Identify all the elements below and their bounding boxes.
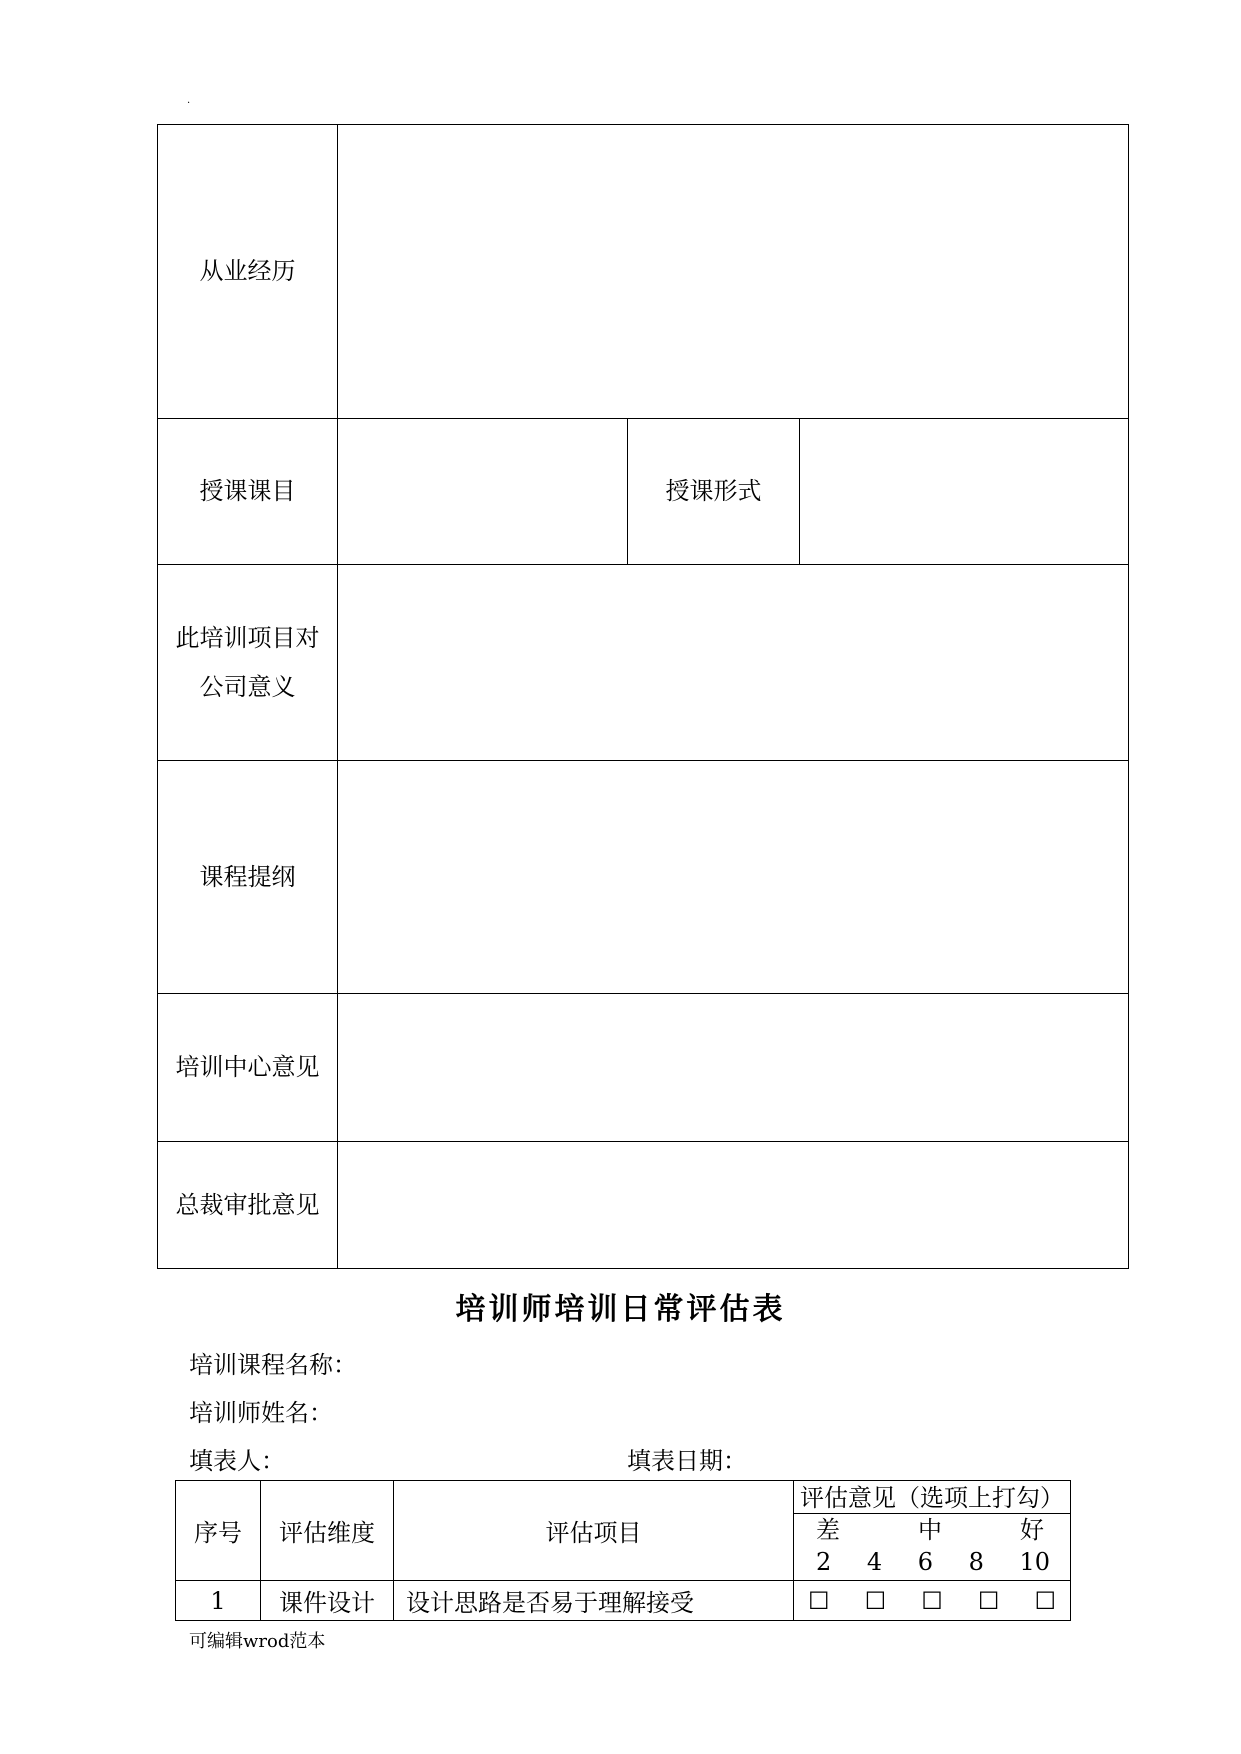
significance-label: 此培训项目对公司意义	[158, 565, 338, 761]
item-header: 评估项目	[394, 1481, 794, 1581]
opinion-header: 评估意见（选项上打勾）	[794, 1483, 1070, 1514]
seq-header: 序号	[176, 1481, 261, 1581]
score-2: 2	[816, 1548, 832, 1576]
form-row-significance	[158, 565, 1129, 761]
outline-field[interactable]	[338, 761, 1129, 994]
checkbox-score-8[interactable]: ☐	[977, 1586, 1000, 1615]
fill-date-label: 填表日期：	[627, 1447, 747, 1475]
course-format-label: 授课形式	[628, 419, 800, 565]
form-row-outline	[158, 761, 1129, 994]
course-name-label: 培训课程名称：	[189, 1351, 357, 1379]
row-seq: 1	[176, 1581, 261, 1621]
trainer-application-form	[157, 124, 1129, 1269]
president-approval-label: 总裁审批意见	[158, 1142, 338, 1269]
course-subject-field[interactable]	[338, 419, 628, 565]
table-row	[176, 1581, 1071, 1621]
checkbox-score-6[interactable]: ☐	[921, 1586, 943, 1615]
opinion-header-cell	[794, 1481, 1071, 1581]
rating-good: 好	[1020, 1516, 1044, 1544]
form-row-course	[158, 419, 1129, 565]
center-opinion-label: 培训中心意见	[158, 994, 338, 1142]
checkbox-score-10[interactable]: ☐	[1034, 1586, 1056, 1615]
evaluation-title: 培训师培训日常评估表	[455, 1292, 786, 1327]
row-checkbox-cell	[794, 1581, 1071, 1621]
rating-medium: 中	[918, 1516, 942, 1544]
score-4: 4	[866, 1548, 883, 1576]
filler-label: 填表人：	[189, 1447, 285, 1475]
rating-labels	[794, 1514, 1070, 1546]
experience-label: 从业经历	[158, 125, 338, 419]
checkbox-row	[794, 1583, 1070, 1619]
row-dimension: 课件设计	[261, 1581, 394, 1621]
center-opinion-field[interactable]	[338, 994, 1129, 1142]
evaluation-table	[175, 1480, 1071, 1621]
evaluation-header-row	[176, 1481, 1071, 1581]
row-item: 设计思路是否易于理解接受	[394, 1581, 794, 1621]
president-approval-field[interactable]	[338, 1142, 1129, 1269]
form-row-experience	[158, 125, 1129, 419]
score-10: 10	[1019, 1548, 1050, 1576]
score-8: 8	[968, 1548, 984, 1576]
form-row-center-opinion	[158, 994, 1129, 1142]
score-6: 6	[917, 1548, 933, 1576]
experience-field[interactable]	[338, 125, 1129, 419]
course-subject-label: 授课课目	[158, 419, 338, 565]
course-format-field[interactable]	[800, 419, 1129, 565]
form-row-president-approval	[158, 1142, 1129, 1269]
rating-poor: 差	[816, 1516, 840, 1544]
footer-note: 可编辑wrod范本	[189, 1631, 326, 1652]
checkbox-score-4[interactable]: ☐	[864, 1586, 887, 1615]
checkbox-score-2[interactable]: ☐	[808, 1586, 830, 1615]
trainer-name-label: 培训师姓名：	[189, 1399, 333, 1427]
dimension-header: 评估维度	[261, 1481, 394, 1581]
outline-label: 课程提纲	[158, 761, 338, 994]
significance-field[interactable]	[338, 565, 1129, 761]
score-scale	[794, 1546, 1070, 1578]
header-mark: .	[187, 95, 191, 106]
